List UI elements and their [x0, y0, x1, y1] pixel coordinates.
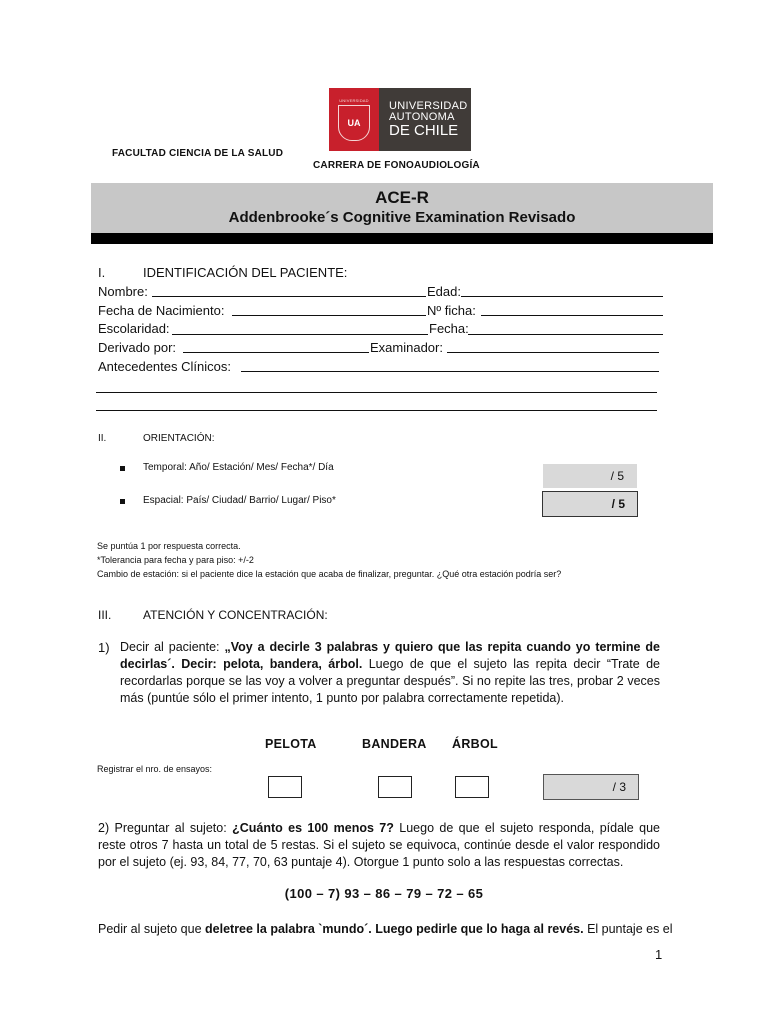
logo-line-1: UNIVERSIDAD [389, 99, 468, 112]
note-1: Se puntúa 1 por respuesta correcta. [97, 541, 241, 551]
item3-text-bold: deletree la palabra `mundo´. Luego pedirle que lo haga al revés. [205, 922, 584, 936]
orientation-temporal-score[interactable]: / 5 [543, 464, 637, 488]
title-band [91, 183, 713, 233]
section3-number: III. [98, 608, 112, 622]
examinador-field[interactable] [447, 352, 659, 353]
item1-text-b: Luego de que el sujeto las repita decir “Trate de recordarlas porque se las voy a volver a preguntar después”. Si no repite las tres, probar 2 veces más (puntúe sólo el primer intento, 1 punto por palabra correctamente repetida). [120, 657, 660, 705]
note-3: Cambio de estación: si el paciente dice la estación que acaba de finalizar, preguntar. ¿Qué otra estación podría ser? [97, 569, 562, 579]
trials-label: Registrar el nro. de ensayos: [97, 764, 213, 774]
page-number: 1 [655, 947, 663, 962]
orientation-spatial-label: Espacial: País/ Ciudad/ Barrio/ Lugar/ Piso* [143, 495, 336, 506]
nombre-label: Nombre: [98, 284, 148, 299]
university-logo [329, 88, 471, 151]
section2-heading: ORIENTACIÓN: [143, 433, 215, 444]
antecedentes-field[interactable] [241, 371, 659, 372]
faculty-name: FACULTAD CIENCIA DE LA SALUD [112, 148, 284, 159]
orientation-spatial-score[interactable]: / 5 [542, 491, 638, 517]
edad-field[interactable] [461, 296, 663, 297]
fecha-nacimiento-field[interactable] [232, 315, 426, 316]
item1-number: 1) [98, 640, 110, 655]
antecedentes-line-3[interactable] [96, 410, 657, 411]
antecedentes-label: Antecedentes Clínicos: [98, 359, 231, 374]
antecedentes-line-2[interactable] [96, 392, 657, 393]
item1-paragraph [120, 639, 660, 707]
subtraction-sequence: (100 – 7) 93 – 86 – 79 – 72 – 65 [284, 886, 484, 901]
title-divider [91, 233, 713, 244]
section2-number: II. [98, 433, 107, 444]
trials-pelota-box[interactable] [268, 776, 302, 798]
orientation-temporal-label: Temporal: Año/ Estación/ Mes/ Fecha*/ Día [143, 462, 334, 473]
item2-text-b: Luego de que el sujeto responda, pídale que reste otros 7 hasta un total de 5 restas. Si el sujeto se equivoca, continúe desde el valor respondido por el sujeto (ej. 93, 84, 77, 70, 63 puntaje 4). Otorgue 1 punto solo a las respuestas correctas. [98, 821, 660, 869]
escolaridad-label: Escolaridad: [98, 321, 170, 336]
nombre-field[interactable] [152, 296, 426, 297]
fecha-label: Fecha: [429, 321, 469, 336]
item1-text-a: Decir al paciente: [120, 640, 225, 654]
logo-wordmark [379, 88, 471, 151]
section3-heading: ATENCIÓN Y CONCENTRACIÓN: [143, 608, 328, 622]
bullet-icon [120, 466, 125, 471]
derivado-label: Derivado por: [98, 340, 177, 355]
edad-label: Edad: [427, 284, 461, 299]
derivado-field[interactable] [183, 352, 369, 353]
note-2: *Tolerancia para fecha y para piso: +/-2 [97, 555, 254, 565]
fecha-nacimiento-label: Fecha de Nacimiento: [98, 303, 225, 318]
item3-text-a: Pedir al sujeto que [98, 922, 206, 936]
word-arbol: ÁRBOL [452, 737, 498, 751]
logo-seal-top-text: UNIVERSIDAD [339, 98, 369, 103]
logo-seal-icon: UA [338, 105, 370, 141]
doc-subtitle: Addenbrooke´s Cognitive Examination Revisado [228, 209, 576, 226]
logo-line-3: DE CHILE [389, 121, 459, 139]
doc-title: ACE-R [375, 188, 429, 207]
logo-line-2: AUTONOMA [389, 110, 455, 123]
item1-text-bold: „Voy a decirle 3 palabras y quiero que las repita cuando yo termine de decirlas´. Decir: pelota, bandera, árbol. [120, 640, 660, 671]
section1-number: I. [98, 265, 106, 280]
trials-bandera-box[interactable] [378, 776, 412, 798]
career-name: CARRERA DE FONOAUDIOLOGÍA [313, 160, 480, 171]
item3-paragraph [98, 921, 673, 938]
item2-paragraph [98, 820, 660, 871]
word-pelota: PELOTA [265, 737, 317, 751]
escolaridad-field[interactable] [172, 334, 428, 335]
word-bandera: BANDERA [362, 737, 427, 751]
section1-heading: IDENTIFICACIÓN DEL PACIENTE: [143, 265, 348, 280]
item3-text-b: El puntaje es el [583, 922, 673, 936]
item2-text-bold: ¿Cuánto es 100 menos 7? [232, 821, 394, 835]
fecha-field[interactable] [468, 334, 663, 335]
ficha-field[interactable] [481, 315, 663, 316]
ficha-label: Nº ficha: [427, 303, 476, 318]
trials-arbol-box[interactable] [455, 776, 489, 798]
item2-text-a: 2) Preguntar al sujeto: [98, 821, 233, 835]
bullet-icon [120, 499, 125, 504]
logo-seal-block [329, 88, 379, 151]
examinador-label: Examinador: [370, 340, 443, 355]
attention-score[interactable]: / 3 [543, 774, 639, 800]
